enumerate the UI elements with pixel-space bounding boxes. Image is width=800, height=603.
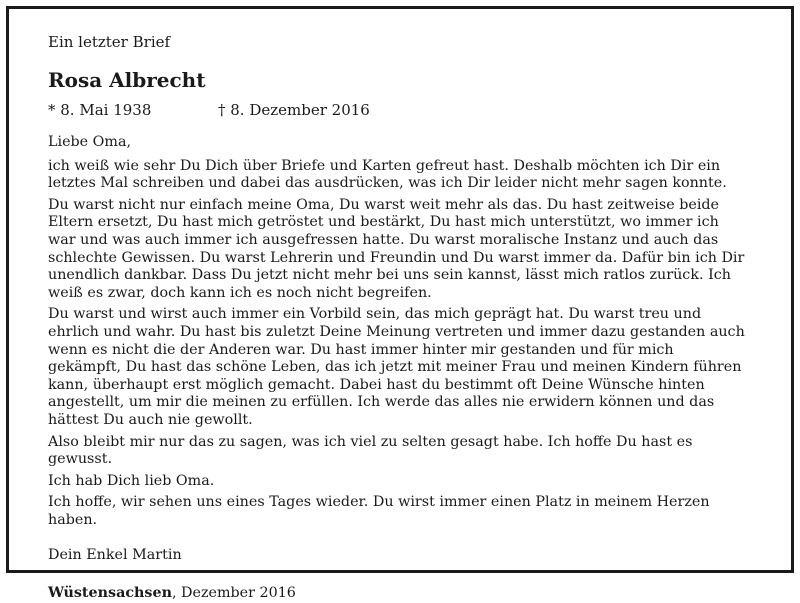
birth-date: * 8. Mai 1938 — [48, 101, 152, 119]
place-town: Wüstensachsen — [48, 585, 172, 602]
notice-content — [48, 32, 748, 603]
letter-paragraph: Du warst nicht nur einfach meine Oma, Du warst weit mehr als das. Du hast zeitweise beide Eltern ersetzt, Du hast mich getröstet und bestärkt, Du hast mich unterstützt, wo immer ich war und was auch immer ich ausgefressen hatte. Du warst moralische Instanz und auch das schlechte Gewissen. Du warst Lehrerin und Freundin und Du warst immer da. Dafür bin ich Dir unendlich dankbar. Dass Du jetzt nicht mehr bei uns sein kannst, lässt mich ratlos zurück. Ich weiß es zwar, doch kann ich es noch nicht begreifen. — [48, 196, 745, 301]
letter-paragraph: ich weiß wie sehr Du Dich über Briefe und Karten gefreut hast. Deshalb möchten ich Dir ein letztes Mal schreiben und dabei das ausdrücken, was ich Dir leider nicht mehr sagen konnte. — [48, 157, 727, 192]
place-and-date — [48, 585, 748, 603]
letter-paragraph: Ich hab Dich lieb Oma. — [48, 472, 215, 489]
deceased-name: Rosa Albrecht — [48, 68, 206, 92]
letter-paragraph: Ich hoffe, wir sehen uns eines Tages wieder. Du wirst immer einen Platz in meinem Herzen haben. — [48, 494, 710, 528]
death-date: † 8. Dezember 2016 — [218, 101, 370, 119]
letter-signature: Dein Enkel Martin — [48, 547, 182, 564]
life-dates — [48, 100, 748, 120]
letter-body — [48, 134, 748, 529]
place-date: , Dezember 2016 — [171, 585, 296, 602]
notice-frame — [6, 6, 794, 602]
letter-paragraph: Also bleibt mir nur das zu sagen, was ich viel zu selten gesagt habe. Ich hoffe Du hast es gewusst. — [48, 433, 693, 468]
letter-salutation: Liebe Oma, — [48, 134, 132, 150]
letter-paragraph: Du warst und wirst auch immer ein Vorbild sein, das mich geprägt hat. Du warst treu und ehrlich und wahr. Du hast bis zuletzt Deine Meinung vertreten und immer dazu gestanden auch wenn es nicht die der Anderen war. Du hast immer hinter mir gestanden und für mich gekämpft, Du hast das schöne Leben, das ich jetzt mit meiner Frau und meinen Kindern führen kann, überhaupt erst möglich gemacht. Dabei hast du bestimmt oft Deine Wünsche hinten angestellt, um mir die meinen zu erfüllen. Ich werde das alles nie erwidern können und das hättest Du auch nie gewollt. — [48, 306, 745, 428]
notice-heading: Ein letzter Brief — [48, 33, 171, 51]
